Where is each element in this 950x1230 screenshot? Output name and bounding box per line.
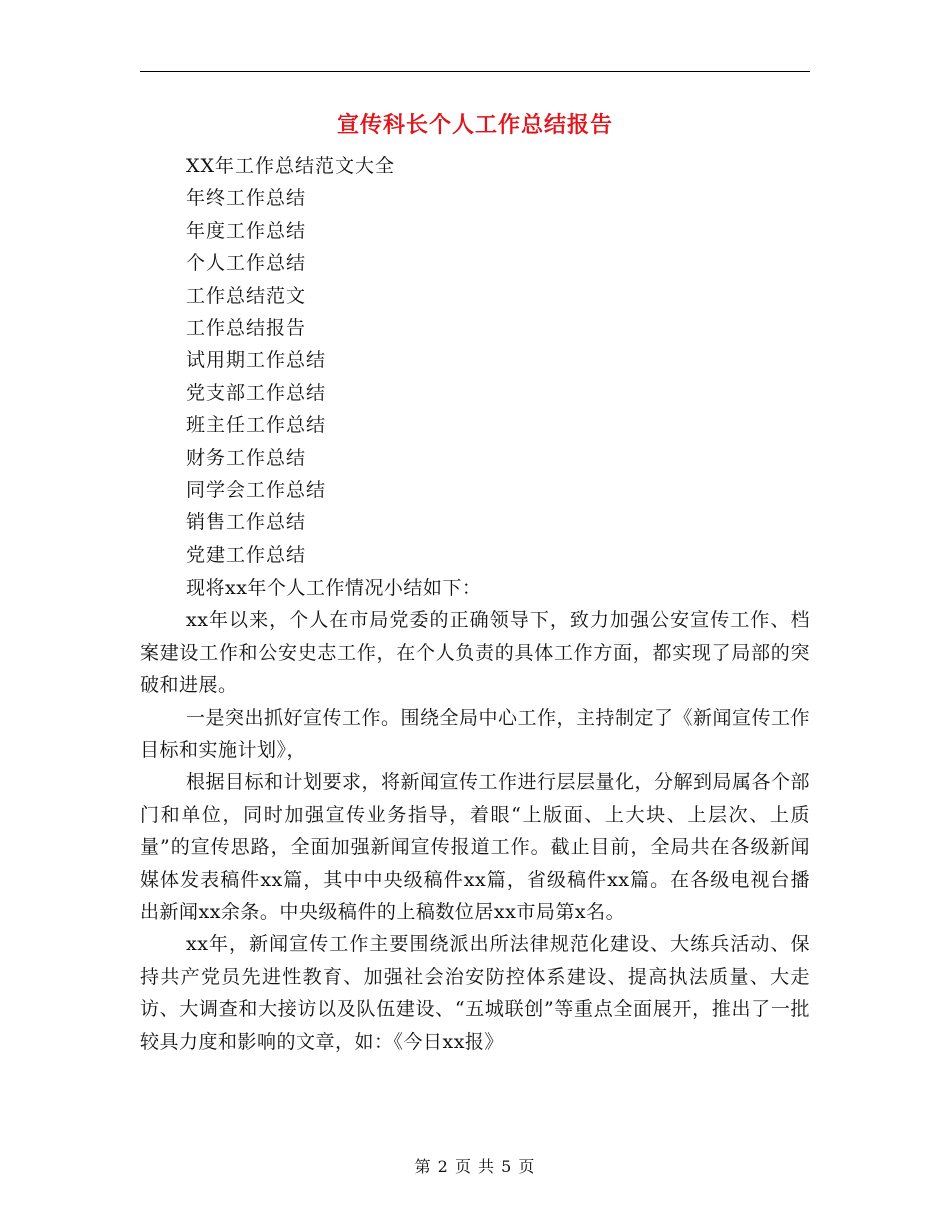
link-item[interactable]: 试用期工作总结 (186, 349, 327, 372)
link-item[interactable]: 党建工作总结 (186, 543, 307, 566)
link-item[interactable]: 党支部工作总结 (186, 381, 327, 404)
paragraph-intro: 现将xx年个人工作情况小结如下： (186, 577, 482, 599)
header-rule (140, 71, 810, 72)
page-number: 第 2 页 共 5 页 (414, 1157, 536, 1176)
paragraph-targets: 根据目标和计划要求，将新闻宣传工作进行层层量化，分解到局属各个部门和单位，同时加强宣传业务指导，着眼“上版面、上大块、上层次、上质量”的宣传思路，全面加强新闻宣传报道工作。截止目前，全局共在各级新闻媒体发表稿件xx篇，其中中央级稿件xx篇，省级稿件xx篇。在各级电视台播出新闻xx余条。中央级稿件的上稿数位居xx市局第x名。 (140, 771, 811, 924)
link-item[interactable]: 工作总结范文 (186, 284, 307, 307)
document-title: 宣传科长个人工作总结报告 (336, 112, 613, 138)
paragraph-overview: xx年以来，个人在市局党委的正确领导下，致力加强公安宣传工作、档案建设工作和公安史志工作，在个人负责的具体工作方面，都实现了局部的突破和进展。 (140, 609, 810, 697)
link-item[interactable]: 个人工作总结 (186, 252, 307, 275)
link-item[interactable]: 同学会工作总结 (186, 478, 327, 501)
article-link-list (186, 150, 395, 571)
link-item[interactable]: 工作总结报告 (186, 316, 307, 339)
paragraph-publicity: 一是突出抓好宣传工作。围绕全局中心工作，主持制定了《新闻宣传工作目标和实施计划》， (140, 706, 811, 762)
body-text (140, 572, 810, 1058)
link-item[interactable]: 销售工作总结 (186, 511, 307, 534)
link-item[interactable]: XX年工作总结范文大全 (186, 155, 396, 177)
link-item[interactable]: 年终工作总结 (186, 187, 307, 210)
link-item[interactable]: 财务工作总结 (186, 446, 307, 469)
link-item[interactable]: 年度工作总结 (186, 219, 307, 242)
link-item[interactable]: 班主任工作总结 (186, 414, 327, 437)
paragraph-focus: xx年，新闻宣传工作主要围绕派出所法律规范化建设、大练兵活动、保持共产党员先进性教育、加强社会治安防控体系建设、提高执法质量、大走访、大调查和大接访以及队伍建设、“五城联创”等重点全面展开，推出了一批较具力度和影响的文章，如：《今日xx报》 (140, 933, 810, 1053)
